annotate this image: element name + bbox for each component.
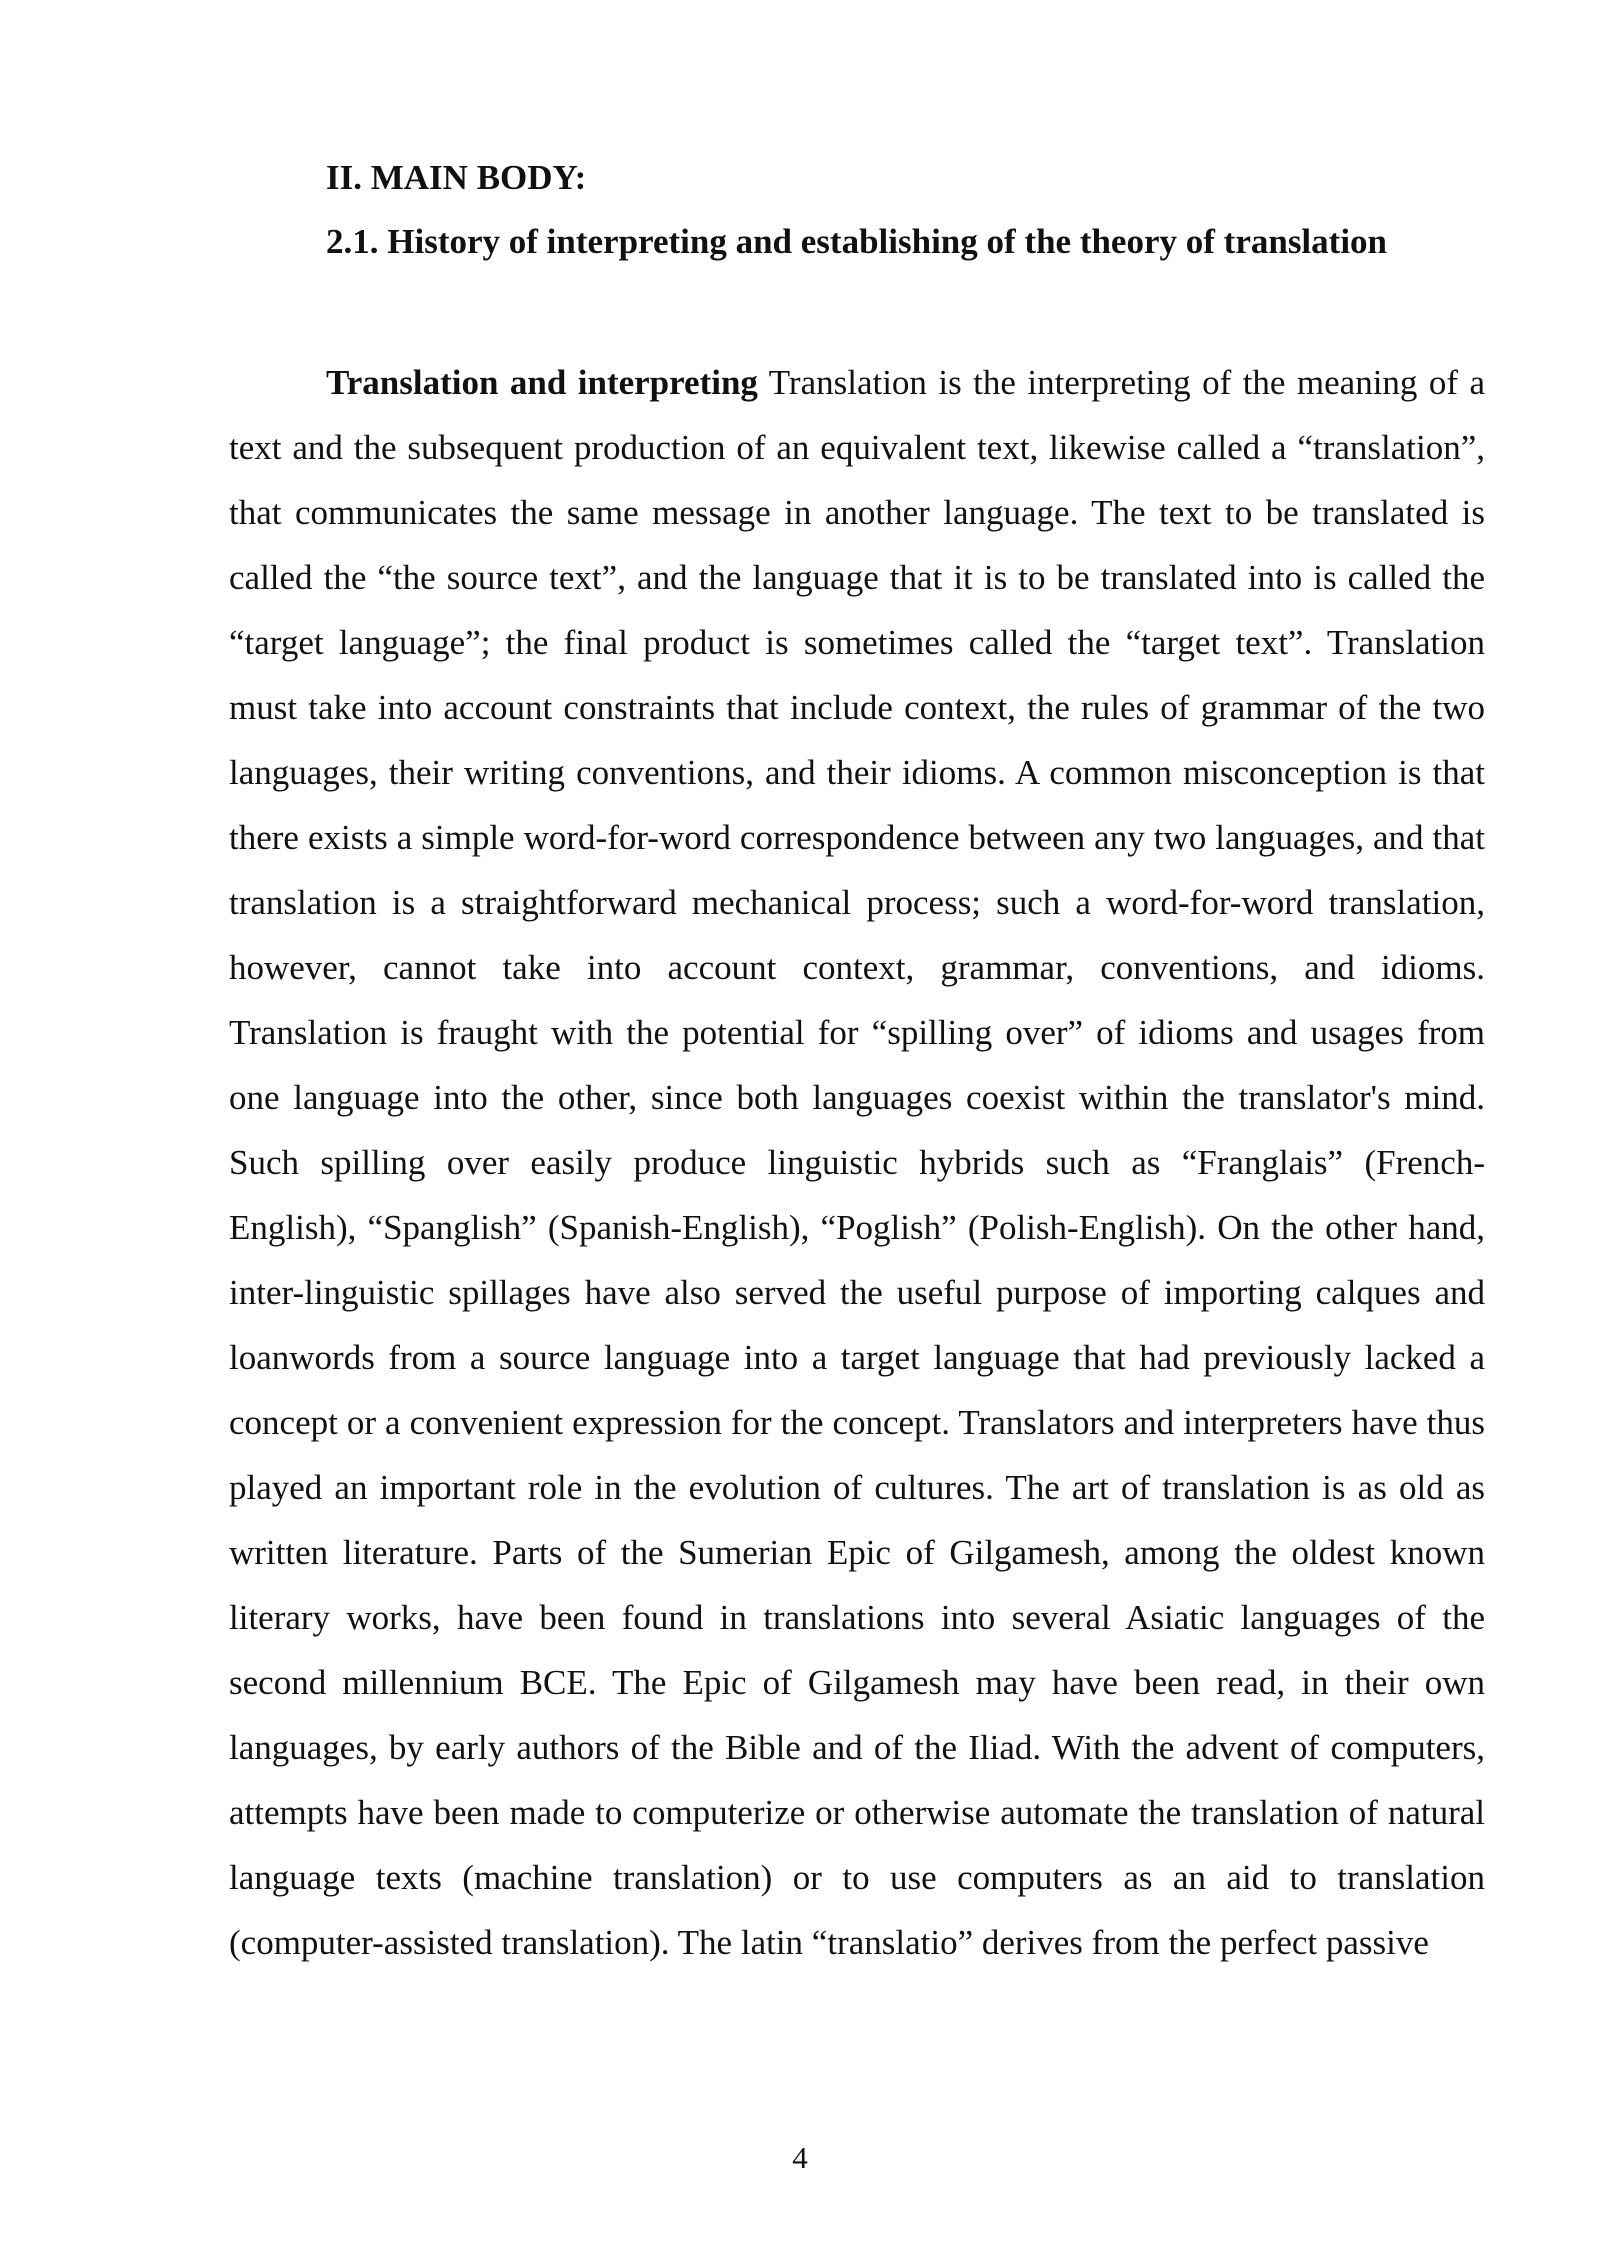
paragraph-text: Translation is the interpreting of the meaning of a text and the subsequent production of an equivalent text, likewise called a “translation”, that communicates the same message in another language. The text to be translated is called the “the source text”, and the language that it is to be translated into is called the “target language”; the final product is sometimes called the “target text”. Translation must take into account constraints that include context, the rules of grammar of the two languages, their writing conventions, and their idioms. A common misconception is that there exists a simple word-for-word correspondence between any two languages, and that translation is a straightforward mechanical process; such a word-for-word translation, however, cannot take into account context, grammar, conventions, and idioms. Translation is fraught with the potential for “spilling over” of idioms and usages from one language into the other, since both languages coexist within the translator's mind. Such spilling over easily produce linguistic hybrids such as “Franglais” (French-English), “Spanglish” (Spanish-English), “Poglish” (Polish-English). On the other hand, inter-linguistic spillages have also served the useful purpose of importing calques and loanwords from a source language into a target language that had previously lacked a concept or a convenient expression for the concept. Translators and interpreters have thus played an important role in the evolution of cultures. The art of translation is as old as written literature. Parts of the Sumerian Epic of Gilgamesh, among the oldest known literary works, have been found in translations into several Asiatic languages of the second millennium BCE. The Epic of Gilgamesh may have been read, in their own languages, by early authors of the Bible and of the Iliad. With the advent of computers, attempts have been made to computerize or otherwise automate the translation of natural language texts (machine translation) or to use computers as an aid to translation (computer-assisted translation). The latin “translatio” derives from the perfect passive bbox=[229, 363, 1486, 1962]
subsection-heading: 2.1. History of interpreting and establishing of the theory of translation bbox=[326, 222, 1388, 261]
section-heading: II. MAIN BODY: bbox=[326, 158, 587, 197]
body-paragraph bbox=[229, 350, 1485, 1975]
page-number: 4 bbox=[792, 2140, 808, 2175]
paragraph-lead: Translation and interpreting bbox=[326, 363, 758, 402]
